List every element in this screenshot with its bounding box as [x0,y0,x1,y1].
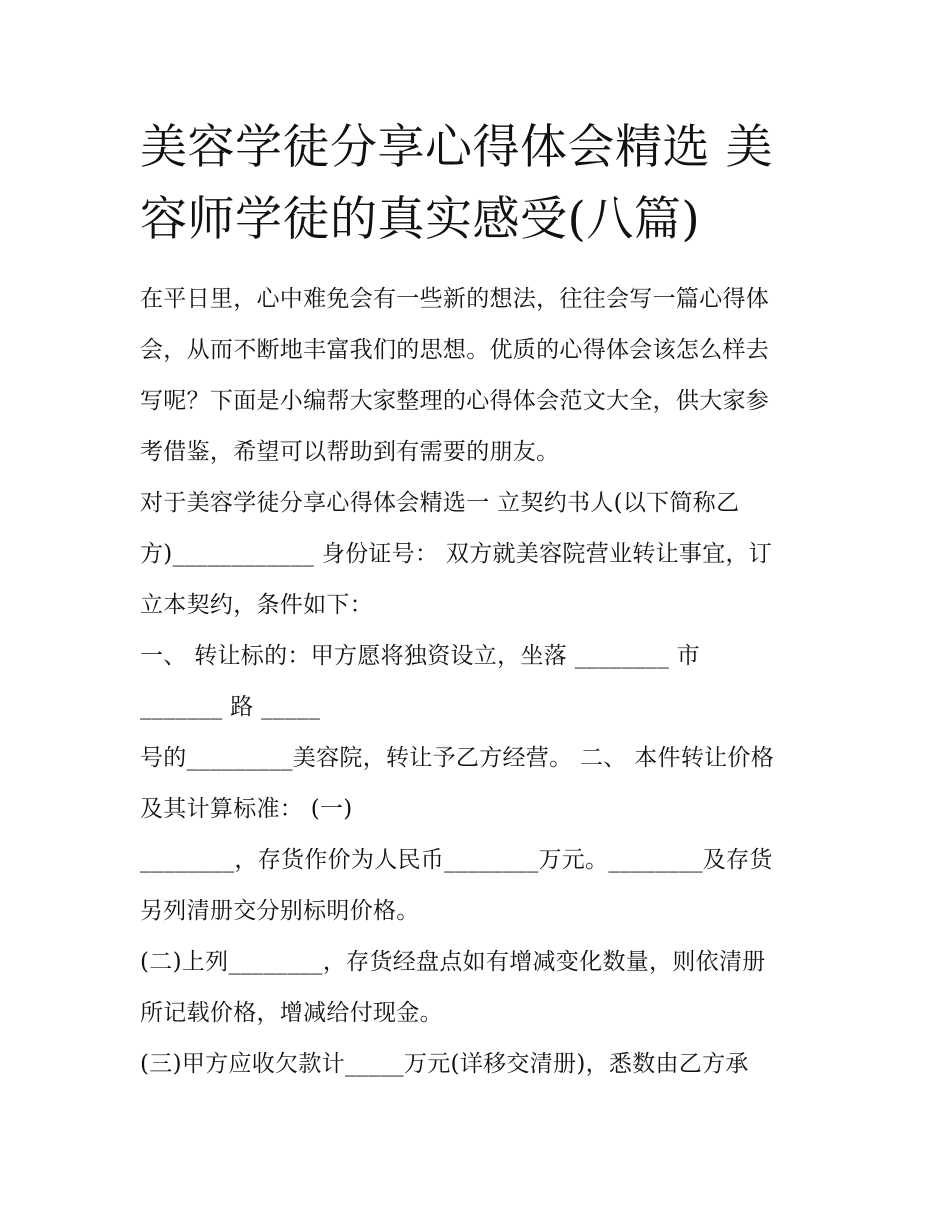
body-line: 所记载价格，增减给付现金。 [140,1000,443,1026]
document-body [140,274,820,1090]
body-line: _______ 路 _____ [140,694,321,720]
body-line: 立本契约，条件如下： [140,592,373,618]
body-line: (三)甲方应收欠款计_____万元(详移交清册)，悉数由乙方承 [140,1051,749,1077]
body-line: 在平日里，心中难免会有一些新的想法，往往会写一篇心得体 [140,286,770,312]
body-line: (二)上列________，存货经盘点如有增减变化数量，则依清册 [140,949,766,975]
body-line: ________，存货作价为人民币________万元。________及存货 [140,847,773,873]
body-line: 一、 转让标的：甲方愿将独资设立，坐落 ________ 市 [140,643,700,669]
body-line: 及其计算标准： (一) [140,796,353,822]
body-line: 会，从而不断地丰富我们的思想。优质的心得体会该怎么样去 [140,337,770,363]
body-line: 方)____________ 身份证号： 双方就美容院营业转让事宜，订 [140,541,773,567]
title-line: 美容学徒分享心得体会精选 美 [140,120,773,175]
title-line: 容师学徒的真实感受(八篇) [140,192,701,247]
body-line: 另列清册交分别标明价格。 [140,898,420,924]
body-line: 对于美容学徒分享心得体会精选一 立契约书人(以下简称乙 [140,490,740,516]
body-line: 写呢？下面是小编帮大家整理的心得体会范文大全，供大家参 [140,388,770,414]
body-line: 号的_________美容院，转让予乙方经营。 二、 本件转让价格 [140,745,775,771]
document-title [140,112,820,256]
body-line: 考借鉴，希望可以帮助到有需要的朋友。 [140,439,560,465]
